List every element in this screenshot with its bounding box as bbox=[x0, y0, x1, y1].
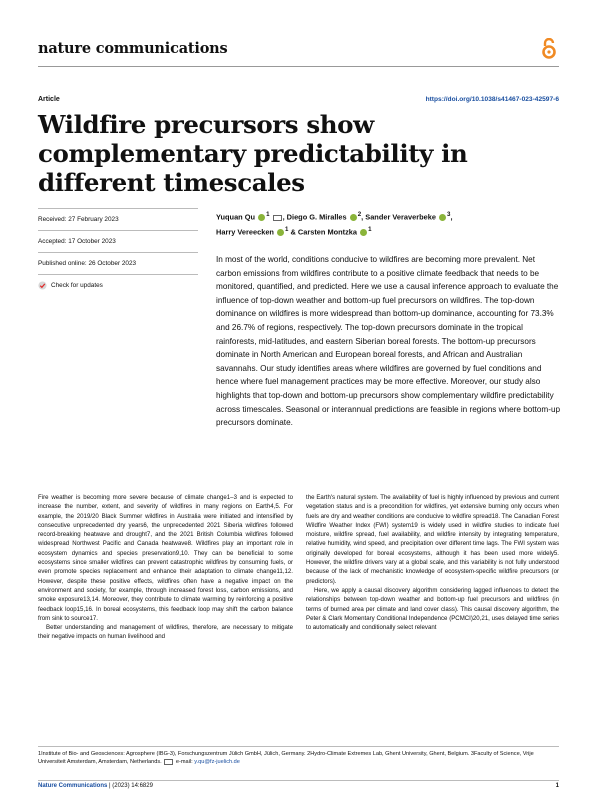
doi-link[interactable]: https://doi.org/10.1038/s41467-023-42597-6 bbox=[425, 96, 559, 103]
body-paragraph: Better understanding and management of wildfires, therefore, are necessary to mitigate their negative impacts on human livelihood and bbox=[38, 624, 293, 641]
paper-title: Wildfire precursors show complementary predictability in different timescales bbox=[38, 110, 468, 197]
author-name[interactable]: , Sander Veraverbeke bbox=[361, 212, 436, 222]
published-date: Published online: 26 October 2023 bbox=[38, 260, 137, 267]
orcid-icon[interactable] bbox=[439, 214, 446, 221]
author-list bbox=[216, 208, 556, 239]
header-divider bbox=[38, 66, 559, 67]
affiliations-divider bbox=[38, 746, 559, 747]
affiliations-text: 1Institute of Bio- and Geosciences: Agrosphere (IBG-3), Forschungszentrum Jülich GmbH, Jülich, Germany. 2Hydro-Climate Extremes Lab, Ghent University, Ghent, Belgium. 3Faculty of Science, Vrije Universiteit Amsterdam, Amsterdam, Netherlands. bbox=[38, 751, 534, 765]
open-access-icon bbox=[541, 38, 557, 60]
received-date: Received: 27 February 2023 bbox=[38, 216, 119, 223]
email-icon bbox=[164, 759, 173, 765]
affiliation-mark: 1 bbox=[368, 226, 372, 234]
body-paragraph: Here, we apply a causal discovery algorithm considering lagged influences to detect the relationships between top-down weather and bottom-up fuel precursors and wildfires (in terms of burned area per climate and land cover class). This causal discovery algorithm, the Peter & Clark Momentary Conditional Independence (PCMCI)20,21, uses delayed time series to automatically and conditionally select relevant bbox=[306, 586, 559, 632]
email-label: e-mail: bbox=[175, 759, 193, 765]
article-type: Article bbox=[38, 96, 60, 103]
abstract: In most of the world, conditions conducive to wildfires are becoming more prevalent. Net carbon emissions from wildfires contribute to a positive climate feedback that needs to be monitored, quantified, and predicted. Here we use a causal inference approach to evaluate the influence of top-down weather and bottom-up fuel precursors on wildfires. The top-down dominance on wildfires is more widespread than bottom-up dominance, accounting for 73.3% and 26.7% of regions, respectively. The top-down precursors dominate in the tropical rainforests, mid-latitudes, and eastern Siberian boreal forests. The bottom-up precursors dominate in North American and European boreal forests, and African and Australian savannahs. Our study identifies areas where wildfires are governed by fuel conditions and hence where fuel management practices may be more effective. Moreover, our study also highlights that top-down and bottom-up precursors show complementary wildfire predictability across timescales. Seasonal or interannual predictions are feasible in regions where bottom-up precursors dominate. bbox=[216, 255, 561, 428]
affiliation-mark: 1 bbox=[285, 226, 289, 234]
footer-volume: | (2023) 14:6829 bbox=[107, 783, 153, 789]
author-name[interactable]: , Diego G. Miralles bbox=[282, 212, 347, 222]
affiliation-mark: 3 bbox=[447, 211, 451, 218]
email-link[interactable]: y.qu@fz-juelich.de bbox=[194, 759, 240, 765]
body-column-right bbox=[306, 493, 559, 632]
author-name[interactable]: Yuquan Qu bbox=[216, 212, 256, 222]
footer-divider bbox=[38, 780, 559, 781]
body-paragraph: the Earth's natural system. The availability of fuel is highly influenced by previous and current vegetation status and is a precondition for wildfires, yet extensive burning only occurs when fuels are dry and weather conditions are conducive to wildfire spread18. The Canadian Forest Wildfire Weather Index (FWI) system19 is widely used in wildfire studies to indicate fuel moisture, wildfire spread, fuel availability, and wildfire intensity by integrating temperature, relative humidity, wind speed, and precipitation over different time lags. The FWI system was originally developed for boreal ecosystems, although it has been used more widely5. However, the wildfire drivers vary at a global scale, and this variability is not fully understood because of the lack of mechanistic knowledge of ecosystem-specific wildfire precursors (or predictors). bbox=[306, 494, 559, 585]
orcid-icon[interactable] bbox=[350, 214, 357, 221]
publication-dates bbox=[38, 208, 198, 290]
email-icon[interactable] bbox=[273, 215, 282, 221]
body-paragraph: Fire weather is becoming more severe because of climate change1–3 and is expected to increase the number, extent, and severity of wildfires in many regions on Earth4,5. For example, the 2019/20 Black Summer wildfires in Australia were initiated and intensified by consecutive unprecedented dry years6, the unprecedented 2021 Siberia wildfires followed record-breaking heatwave and drought7, and the 2021 British Columbia wildfires followed widespread Northwest Pacific and Canada heatwave8. Wildfires play an important role in ecosystem dynamics and species preservation9,10. They can be beneficial to some ecosystems since smaller wildfires can prevent catastrophic wildfires by consuming fuels, or even promote species replacement and enhance their adaptation to climate change11,12. However, despite these positive effects, wildfires often have a negative impact on the environment and society, for example, through increased forest loss, carbon emissions, and smoke exposure13,14. Moreover, they contribute to climate warming by reinforcing a positive feedback loop15,16. In boreal ecosystems, this feedback loop may shift the carbon balance from sink to source17. bbox=[38, 494, 293, 622]
orcid-icon[interactable] bbox=[277, 229, 284, 236]
author-name[interactable]: & Carsten Montzka bbox=[288, 227, 358, 237]
check-updates-icon bbox=[38, 281, 47, 290]
footer-journal[interactable]: Nature Communications bbox=[38, 783, 108, 789]
check-updates-label: Check for updates bbox=[51, 282, 103, 289]
orcid-icon[interactable] bbox=[360, 229, 367, 236]
accepted-date: Accepted: 17 October 2023 bbox=[38, 238, 116, 245]
affiliation-mark: 1 bbox=[266, 211, 270, 218]
page-number: 1 bbox=[555, 783, 559, 789]
check-for-updates-button[interactable] bbox=[38, 281, 198, 290]
dates-divider bbox=[38, 208, 198, 209]
affiliation-mark: 2 bbox=[357, 211, 362, 218]
body-column-left bbox=[38, 493, 293, 642]
author-separator: , bbox=[450, 212, 453, 222]
journal-name: nature communications bbox=[38, 40, 228, 57]
footer-citation bbox=[38, 783, 153, 789]
orcid-icon[interactable] bbox=[258, 214, 265, 221]
dates-divider bbox=[38, 274, 198, 275]
author-name[interactable]: Harry Vereecken bbox=[216, 227, 274, 237]
affiliations bbox=[38, 750, 559, 766]
dates-divider bbox=[38, 252, 198, 253]
dates-divider bbox=[38, 230, 198, 231]
